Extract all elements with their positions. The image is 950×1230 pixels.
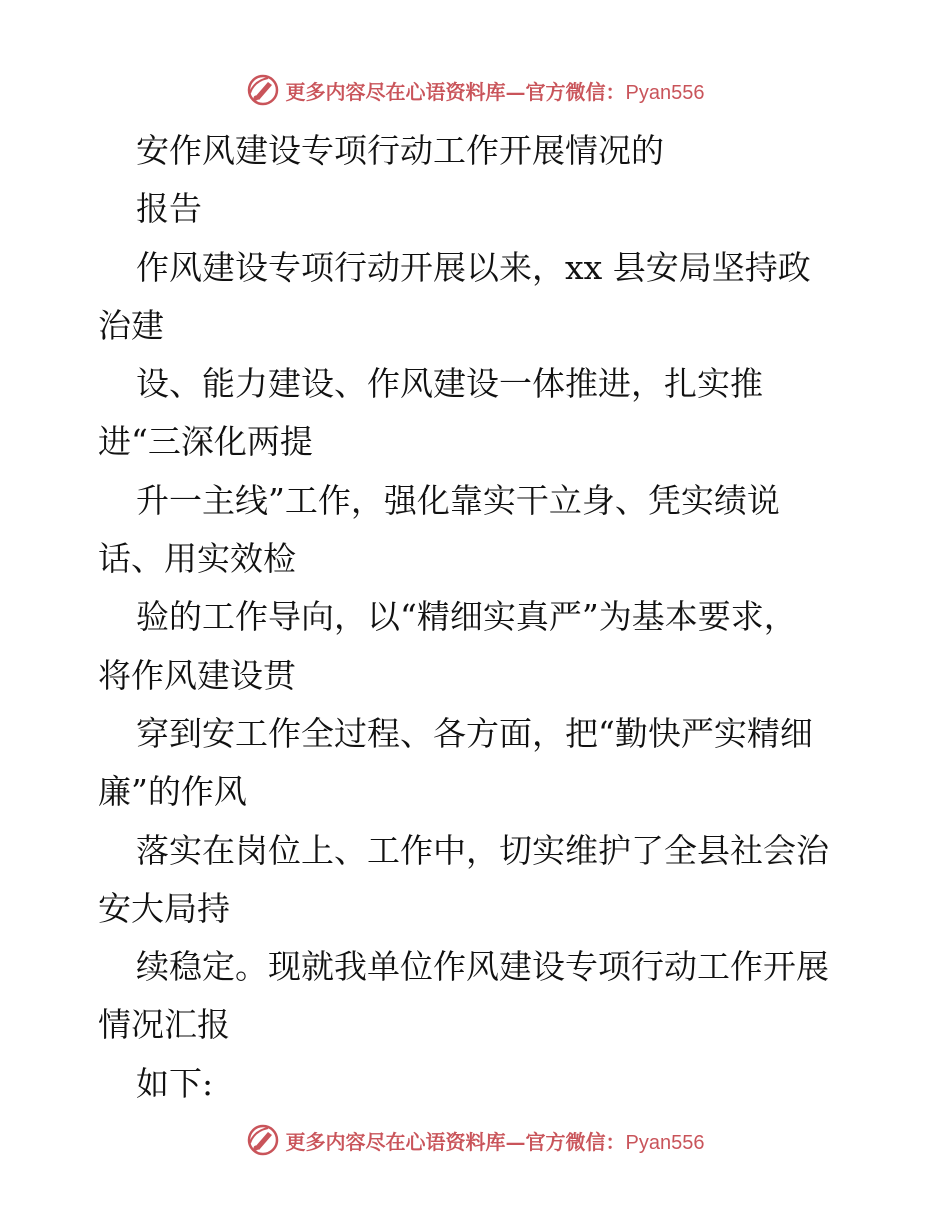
document-line: 廉”的作风 [98,772,247,812]
watermark-text [286,1126,705,1155]
pen-logo-icon [246,73,280,107]
document-line: 升一主线”工作，强化靠实干立身、凭实绩说 [136,480,780,520]
document-line: 治建 [98,305,164,345]
document-line: 作风建设专项行动开展以来，xx 县安局坚持政 [136,247,811,287]
document-line: 设、能力建设、作风建设一体推进，扎实推 [136,364,763,404]
header-watermark [0,70,950,110]
watermark-wechat-id: Pyan556 [625,81,705,104]
watermark-wechat-id: Pyan556 [625,1131,705,1154]
pen-logo-icon [246,1123,280,1157]
document-line: 进“三深化两提 [98,422,313,462]
document-line: 落实在岗位上、工作中，切实维护了全县社会治 [136,830,829,870]
watermark-label: 更多内容尽在心语资料库—官方微信： [285,79,626,104]
document-line: 安作风建设专项行动工作开展情况的 [136,131,664,170]
document-line: 续稳定。现就我单位作风建设专项行动工作开展 [136,947,829,987]
document-line: 验的工作导向，以“精细实真严”为基本要求， [136,597,797,637]
document-line: 穿到安工作全过程、各方面，把“勤快严实精细 [136,713,813,753]
watermark-text [286,76,705,105]
document-body [98,122,858,1113]
watermark-label: 更多内容尽在心语资料库—官方微信： [285,1129,626,1154]
document-line: 如下: [136,1063,214,1103]
document-line: 话、用实效检 [98,539,296,579]
document-line: 报告 [136,189,202,229]
document-line: 将作风建设贯 [98,655,296,695]
document-line: 安大局持 [98,888,230,928]
document-line: 情况汇报 [98,1005,230,1045]
footer-watermark [0,1120,950,1160]
